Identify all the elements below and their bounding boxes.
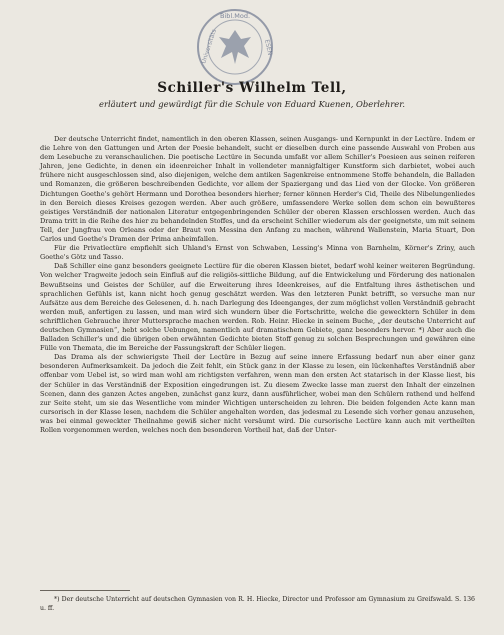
library-stamp	[194, 6, 276, 88]
article-subtitle: erläutert und gewürdigt für die Schule von Eduard Kuenen, Oberlehrer.	[99, 99, 405, 109]
footnote-divider	[40, 590, 130, 591]
paragraph: Daß Schiller eine ganz besonders geeignete Lectüre für die oberen Klassen bietet, bedarf wohl keiner weiteren Begründung. Von welcher Tragweite jedoch sein Einfluß auf die religiös-sittliche Bildung, auf die Entwickelung und Förderung des nationalen Bewußtseins und Geistes der Schüler, auf die Erweiterung ihres Ideenkreises, auf die Entfaltung ihres ästhetischen und sprachlichen Gefühls ist, kann nicht hoch genug geschätzt werden. Was den letzteren Punkt betrifft, so versuche man nur Aufsätze aus dem Bereiche des Gelesenen, d. h. nach Darlegung des Ideenganges, der zum möglichst vollen Verständniß gebracht werden muß, anfertigen zu lassen, und man wird sich wundern über die Fortschritte, welche die gewecktern Schüler in dem schriftlichen Gebrauche ihrer Muttersprache machen werden. Rob. Heinr. Hiecke in seinem Buche, „der deutsche Unterricht auf deutschen Gymnasien“, hebt solche Uebungen, namentlich auf dramatischem Gebiete, ganz besonders hervor. *) Aber auch die Balladen Schiller's und die übrigen oben erwähnten Gedichte bieten Stoff genug zu solchen Besprechungen und gewähren eine Fülle von Themata, die im Bereiche der Fassungskraft der Schüler liegen.	[40, 262, 475, 353]
article-body	[40, 135, 475, 435]
footnote: *) Der deutsche Unterricht auf deutschen Gymnasien von R. H. Hiecke, Director und Professor am Gymnasium zu Greifswald. S. 136 u. ff.	[40, 596, 475, 612]
paragraph: Der deutsche Unterricht findet, namentlich in den oberen Klassen, seinen Ausgangs- und Kernpunkt in der Lectüre. Indem er die Lehre von den Gattungen und Arten der Poesie behandelt, sucht er dieselben durch eine passende Auswahl von Proben aus dem Lesebuche zu veranschaulichen. Die poetische Lectüre in Secunda umfaßt vor allem Schiller's Poesieen aus seinen reiferen Jahren, jene Gedichte, in denen ein ideenreicher Inhalt in vollendeter mannigfaltiger Kunstform sich darbietet, wobei auch frühere nicht ausgeschlossen sind, also diejenigen, welche dem antiken Sagenkreise entnommene Stoffe behandeln, die Balladen und Romanzen, die größeren beschreibenden Gedichte, vor allem der Spaziergang und das Lied von der Glocke. Von größeren Dichtungen Goethe's gehört Hermann und Dorothea besonders hierher; ferner können Herder's Cid, Theile des Nibelungenliedes in den Bereich dieses Kreises gezogen werden. Aber auch größere, umfassendere Werke sollen dem schon ein bewußteres geistiges Verständniß der nationalen Literatur entgegenbringenden Schüler der oberen Klassen erschlossen werden. Auch das Drama tritt in die Reihe des hier zu behandelnden Stoffes, und da erscheint Schiller wiederum als der geeignetste, um mit seinem Tell, der Jungfrau von Orleans oder der Braut von Messina den Anfang zu machen, während Wallenstein, Maria Stuart, Don Carlos und Goethe's Dramen der Prima anheimfallen.	[40, 135, 475, 244]
stamp-left-text: Universitäts	[200, 28, 218, 65]
article-title: Schiller's Wilhelm Tell,	[157, 80, 347, 96]
stamp-top-text: Bibl.Mod.	[219, 12, 251, 20]
paragraph: Für die Privatlectüre empfiehlt sich Uhland's Ernst von Schwaben, Lessing's Minna von Barnhelm, Körner's Zriny, auch Goethe's Götz und Tasso.	[40, 244, 475, 262]
eagle-emblem-icon	[219, 30, 251, 64]
stamp-right-text: ESEN	[263, 38, 274, 56]
paragraph: Das Drama als der schwierigste Theil der Lectüre in Bezug auf seine innere Erfassung bedarf nun aber einer ganz besonderen Aufmerksamkeit. Da jedoch die Zeit fehlt, ein Stück ganz in der Klasse zu lesen, ein lückenhaftes Verständniß aber offenbar vom Uebel ist, so wird man wohl am richtigsten verfahren, wenn man den ersten Act statarisch in der Klasse liest, bis der Schüler in das Verständniß der Exposition eingedrungen ist. Zu diesem Zwecke lasse man zuerst den Inhalt der einzelnen Scenen, dann des ganzen Actes angeben, zunächst ganz kurz, dann ausführlicher, wobei man den Schülern rathend und helfend zur Seite steht, um sie das Wesentliche vom minder Wichtigen unterscheiden zu lehren. Die beiden folgenden Acte kann man cursorisch in der Klasse lesen, nachdem die Schüler angehalten worden, das jedesmal zu Lesende sich vorher genau anzusehen, was bei einmal geweckter Theilnahme gewiß sicher nicht versäumt wird. Die cursorische Lectüre kann auch mit vertheilten Rollen vorgenommen werden, welches noch den besonderen Vortheil hat, daß der Unter-	[40, 353, 475, 434]
